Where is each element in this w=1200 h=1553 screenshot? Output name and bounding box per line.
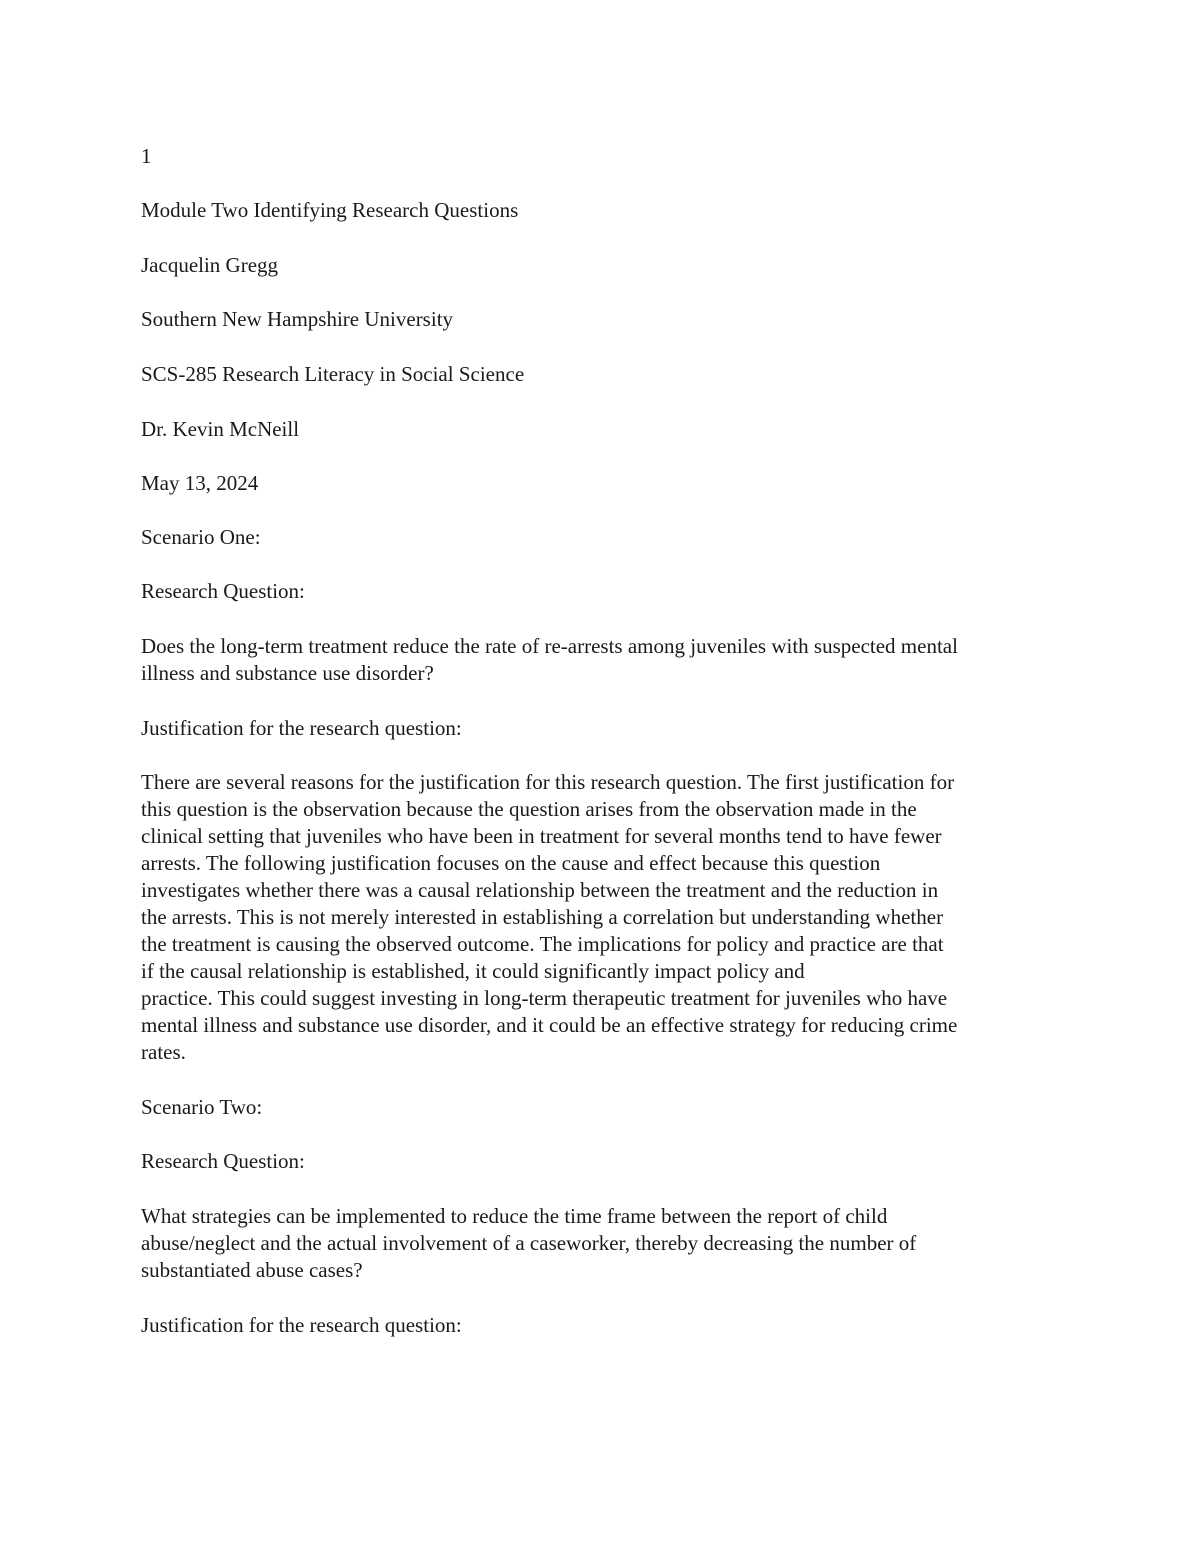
scenario-two-rq-label: Research Question: (141, 1149, 305, 1173)
justification-line: rates. (141, 1040, 186, 1064)
author-name: Jacquelin Gregg (141, 253, 279, 277)
justification-line: this question is the observation because the question arises from the observation made in the (141, 797, 917, 821)
question-line: illness and substance use disorder? (141, 661, 434, 685)
justification-line: the arrests. This is not merely interested in establishing a correlation but understanding whether (141, 905, 944, 929)
page-number: 1 (141, 144, 152, 168)
scenario-two-question (141, 1203, 1071, 1284)
scenario-one-question (141, 633, 1071, 687)
course-name: SCS-285 Research Literacy in Social Science (141, 362, 525, 386)
justification-line: mental illness and substance use disorder, and it could be an effective strategy for reducing crime (141, 1013, 958, 1037)
justification-line: clinical setting that juveniles who have been in treatment for several months tend to have fewer (141, 824, 942, 848)
justification-line: practice. This could suggest investing in long-term therapeutic treatment for juveniles who have (141, 986, 948, 1010)
scenario-two-justification-label: Justification for the research question: (141, 1313, 462, 1337)
question-line: abuse/neglect and the actual involvement of a caseworker, thereby decreasing the number of (141, 1231, 917, 1255)
institution-name: Southern New Hampshire University (141, 307, 454, 331)
scenario-one-justification (141, 769, 1071, 1066)
justification-line: the treatment is causing the observed outcome. The implications for policy and practice are that (141, 932, 944, 956)
question-line: substantiated abuse cases? (141, 1258, 363, 1282)
justification-line: There are several reasons for the justification for this research question. The first justification for (141, 770, 955, 794)
question-line: What strategies can be implemented to reduce the time frame between the report of child (141, 1204, 888, 1228)
scenario-one-justification-label: Justification for the research question: (141, 716, 462, 740)
document-date: May 13, 2024 (141, 471, 259, 495)
justification-line: investigates whether there was a causal relationship between the treatment and the reduction in (141, 878, 939, 902)
scenario-one-heading: Scenario One: (141, 525, 261, 549)
instructor-name: Dr. Kevin McNeill (141, 417, 300, 441)
question-line: Does the long-term treatment reduce the rate of re-arrests among juveniles with suspected mental (141, 634, 958, 658)
scenario-one-rq-label: Research Question: (141, 579, 305, 603)
justification-line: arrests. The following justification focuses on the cause and effect because this question (141, 851, 881, 875)
justification-line: if the causal relationship is established, it could significantly impact policy and (141, 959, 805, 983)
scenario-two-heading: Scenario Two: (141, 1095, 263, 1119)
document-title: Module Two Identifying Research Questions (141, 198, 519, 222)
